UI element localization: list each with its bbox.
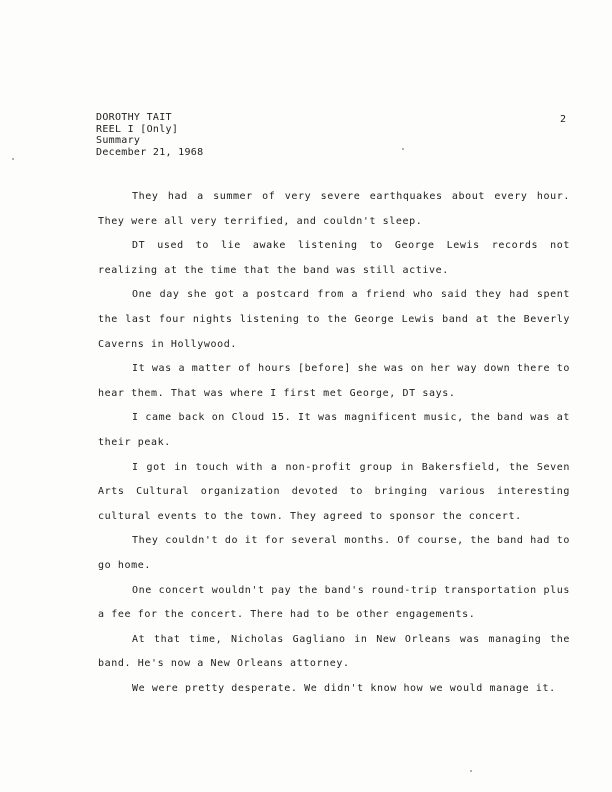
scan-speck (12, 158, 14, 160)
page-number: 2 (560, 114, 567, 125)
header-reel: REEL I [Only] (96, 123, 179, 135)
summary-body (98, 185, 570, 701)
paragraph: They had a summer of very severe earthquakes about every hour. They were all very terrified, and couldn't sleep. (98, 191, 570, 227)
paragraph: At that time, Nicholas Gagliano in New Orleans was managing the band. He's now a New Orleans attorney. (98, 633, 570, 670)
paragraph: One day she got a postcard from a friend who said they had spent the last four nights listening to the George Lewis band at the Beverly Caverns in Hollywood. (98, 289, 570, 350)
paragraph: One concert wouldn't pay the band's round-trip transportation plus a fee for the concert. There had to be other engagements. (98, 584, 570, 621)
scan-speck (470, 770, 472, 772)
header-date: December 21, 1968 (96, 146, 204, 158)
paragraph: DT used to lie awake listening to George Lewis records not realizing at the time that the band was still active. (98, 240, 570, 276)
paragraph: I came back on Cloud 15. It was magnificent music, the band was at their peak. (98, 412, 570, 448)
paragraph: They couldn't do it for several months. Of course, the band had to go home. (98, 535, 570, 571)
paragraph: I got in touch with a non-profit group in Bakersfield, the Seven Arts Cultural organization devoted to bringing various interesting cultural events to the town. They agreed to sponsor the concert. (98, 461, 570, 522)
header-name: DOROTHY TAIT (96, 112, 172, 123)
header-doc-type: Summary (96, 135, 141, 146)
paragraph: It was a matter of hours [before] she was on her way down there to hear them. That was where I first met George, DT says. (98, 363, 570, 399)
document-header (96, 112, 203, 158)
paragraph: We were pretty desperate. We didn't know how we would manage it. (132, 682, 556, 694)
scan-speck (402, 148, 404, 150)
